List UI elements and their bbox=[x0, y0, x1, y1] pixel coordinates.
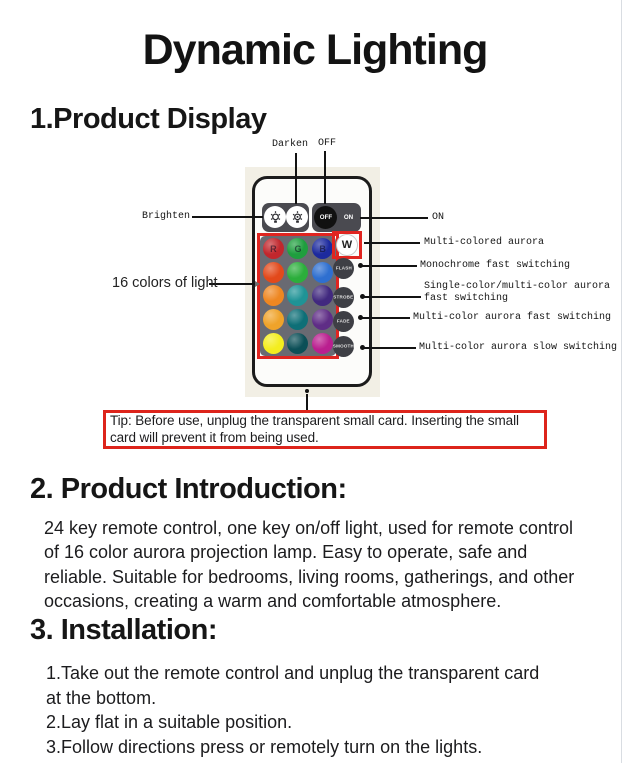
color-key-g: G bbox=[287, 238, 308, 259]
multi-slow-callout-line bbox=[363, 347, 416, 349]
single-multi-callout-line bbox=[363, 296, 421, 298]
tip-text: Tip: Before use, unplug the transparent small card. Inserting the small card will prevent it from being used. bbox=[110, 413, 519, 445]
brighten-callout-line bbox=[192, 216, 263, 218]
color-key bbox=[263, 333, 284, 354]
darken-button bbox=[286, 206, 308, 228]
mode-button-smooth: SMOOTH bbox=[333, 336, 354, 357]
callout-multi-slow: Multi-color aurora slow switching bbox=[419, 342, 618, 353]
white-button: W bbox=[336, 234, 358, 256]
brighten-button bbox=[264, 206, 286, 228]
section-install-heading: 3. Installation: bbox=[30, 614, 217, 646]
aurora-callout-line bbox=[364, 242, 420, 244]
off-button: OFF bbox=[314, 206, 337, 229]
color-key bbox=[312, 262, 333, 283]
colors16-arrow-icon bbox=[255, 281, 260, 287]
install-step: 3.Follow directions press or remotely turn on the lights. bbox=[46, 736, 483, 757]
tip-connector-line bbox=[306, 394, 308, 410]
callout-multicolored-aurora: Multi-colored aurora bbox=[424, 237, 545, 248]
section-intro-heading: 2. Product Introduction: bbox=[30, 473, 347, 505]
install-step: 2.Lay flat in a suitable position. bbox=[46, 712, 293, 733]
monochrome-callout-line bbox=[361, 265, 417, 267]
color-key bbox=[263, 262, 284, 283]
page-title: Dynamic Lighting bbox=[142, 26, 488, 74]
color-key bbox=[287, 333, 308, 354]
color-key bbox=[287, 309, 308, 330]
color-key bbox=[312, 285, 333, 306]
page-edge-divider bbox=[621, 0, 622, 763]
callout-brighten: Brighten bbox=[141, 211, 190, 222]
color-key bbox=[263, 285, 284, 306]
mode-button-fade: FADE bbox=[333, 311, 354, 332]
bulb-brightness-icon bbox=[290, 210, 305, 225]
color-key-b: B bbox=[312, 238, 333, 259]
install-step: 1.Take out the remote control and unplug the transparent card at the bottom. bbox=[46, 663, 540, 708]
off-callout-line bbox=[324, 151, 326, 204]
color-key bbox=[263, 309, 284, 330]
callout-single-multi-fast: Single-color/multi-color aurora fast switching bbox=[424, 281, 611, 304]
color-key bbox=[312, 333, 333, 354]
color-key-grid bbox=[260, 236, 336, 356]
callout-monochrome-fast: Monochrome fast switching bbox=[420, 260, 571, 271]
bulb-brightness-icon bbox=[268, 210, 283, 225]
callout-off: OFF bbox=[318, 138, 337, 149]
install-steps bbox=[46, 661, 541, 759]
callout-16-colors: 16 colors of light bbox=[112, 275, 218, 291]
on-button: ON bbox=[343, 214, 354, 221]
callout-darken: Darken bbox=[272, 139, 309, 150]
darken-callout-line bbox=[295, 153, 297, 204]
multi-fast-callout-line bbox=[361, 317, 410, 319]
intro-paragraph: 24 key remote control, one key on/off light, used for remote control of 16 color aurora projection lamp. Easy to operate, safe and reliable. Suitable for bedrooms, living rooms, gatherings, and other occasions, creating a warm and comfortable atmosphere. bbox=[44, 518, 575, 612]
callout-multi-fast: Multi-color aurora fast switching bbox=[413, 312, 612, 323]
remote-bottom-dot bbox=[305, 389, 309, 393]
section-display-heading: 1.Product Display bbox=[30, 103, 267, 135]
color-key bbox=[287, 285, 308, 306]
mode-button-strobe: STROBE bbox=[333, 287, 354, 308]
on-callout-line bbox=[360, 217, 428, 219]
color-key bbox=[312, 309, 333, 330]
color-key-r: R bbox=[263, 238, 284, 259]
mode-button-flash: FLASH bbox=[333, 258, 354, 279]
color-key bbox=[287, 262, 308, 283]
callout-on: ON bbox=[432, 212, 445, 223]
